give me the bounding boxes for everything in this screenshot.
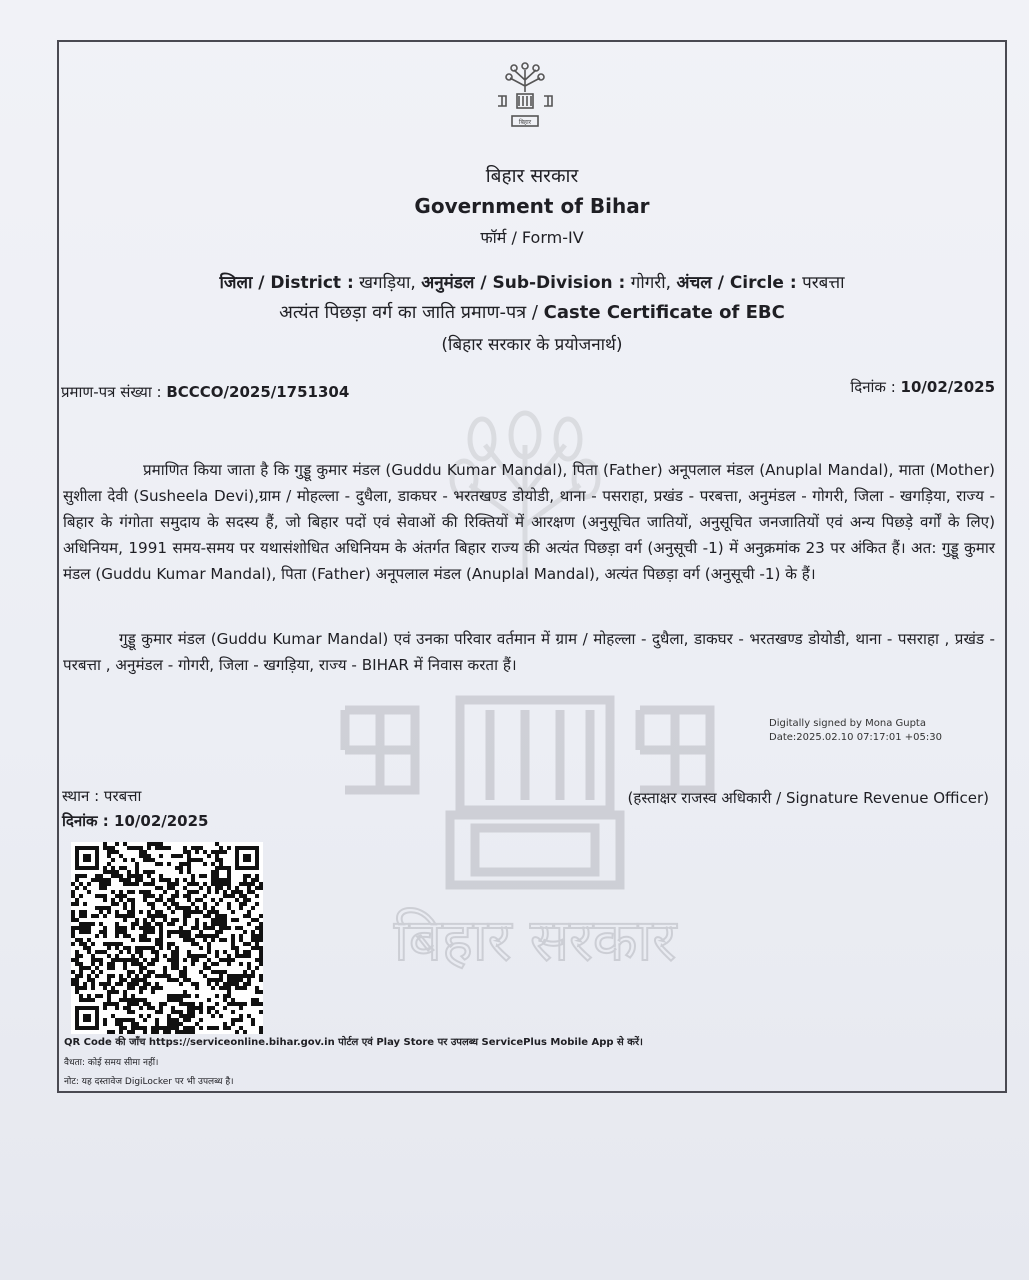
certificate-type-hindi: अत्यंत पिछड़ा वर्ग का जाति प्रमाण-पत्र /	[279, 302, 538, 323]
title-english: Government of Bihar	[414, 194, 650, 218]
bihar-emblem-icon	[490, 58, 560, 134]
certificate-body-paragraph-2: गुड्डू कुमार मंडल (Guddu Kumar Mandal) एवं उनका परिवार वर्तमान में ग्राम / मोहल्ला - दुधैला, डाकघर - भरतखण्ड डोयोडी, थाना - पसराहा , प्रखंड - परबत्ता , अनुमंडल - गोगरी, जिला - खगड़िया, राज्य - BIHAR में निवास करता हैं।	[63, 630, 995, 674]
place: स्थान : परबत्ता	[62, 787, 142, 805]
watermark-text: बिहार सरकार	[393, 906, 677, 974]
certificate-type	[57, 300, 1007, 324]
district-label: जिला / District :	[219, 273, 354, 293]
certificate-body-paragraph-1: प्रमाणित किया जाता है कि गुड्डू कुमार मंडल (Guddu Kumar Mandal), पिता (Father) अनूपलाल मंडल (Anuplal Mandal), माता (Mother) सुशीला देवी (Susheela Devi),ग्राम / मोहल्ला - दुधैला, डाकघर - भरतखण्ड डोयोडी, थाना - पसराहा, प्रखंड - परबत्ता, अनुमंडल - गोगरी, जिला - खगड़िया, राज्य - बिहार के गंगोता समुदाय के सदस्य हैं, जो बिहार पदों एवं सेवाओं की रिक्तियों में आरक्षण (अनुसूचित जातियों, अनुसूचित जनजातियों एवं अन्य पिछड़े वर्गों के लिए) अधिनियम, 1991 समय-समय पर यथासंशोधित अधिनियम के अंतर्गत बिहार राज्य की अत्यंत पिछड़ा वर्ग (अनुसूची -1) में अनुक्रमांक 23 पर अंकित हैं। अत: गुड्डू कुमार मंडल (Guddu Kumar Mandal), पिता (Father) अनूपलाल मंडल (Anuplal Mandal), अत्यंत पिछड़ा वर्ग (अनुसूची -1) के हैं।	[63, 461, 995, 583]
signature-officer-text: (हस्ताक्षर राजस्व अधिकारी / Signature Revenue Officer)	[627, 789, 989, 807]
watermark-emblem-icon	[340, 690, 730, 990]
location-line	[57, 270, 1007, 293]
digital-signature-signer: Digitally signed by Mona Gupta	[769, 718, 926, 729]
circle-label: अंचल / Circle :	[676, 273, 797, 293]
validity-note: वैधता: कोई समय सीमा नहीं।	[64, 1058, 159, 1068]
certificate-number	[61, 382, 349, 402]
qr-code-icon	[71, 842, 263, 1034]
footer-date: दिनांक : 10/02/2025	[62, 812, 209, 830]
certificate-type-english: Caste Certificate of EBC	[543, 302, 785, 323]
qr-verification-note: QR Code की जाँच https://serviceonline.bihar.gov.in पोर्टल एवं Play Store पर उपलब्ध ServicePlus Mobile App से करें।	[64, 1037, 643, 1048]
digilocker-note: नोट: यह दस्तावेज DigiLocker पर भी उपलब्ध है।	[64, 1077, 234, 1087]
subdivision-value: गोगरी,	[630, 273, 672, 293]
subdivision-label: अनुमंडल / Sub-Division :	[421, 273, 626, 293]
issue-date-value: 10/02/2025	[900, 378, 995, 396]
form-label: फॉर्म / Form-IV	[480, 228, 584, 247]
title-hindi: बिहार सरकार	[485, 165, 579, 187]
signature-officer	[628, 788, 989, 808]
certificate-purpose: (बिहार सरकार के प्रयोजनार्थ)	[441, 335, 623, 355]
svg-text:बिहार: बिहार	[518, 119, 532, 126]
digital-signature	[769, 717, 942, 745]
certificate-number-value: BCCCO/2025/1751304	[166, 383, 350, 401]
district-value: खगड़िया,	[359, 273, 416, 293]
issue-date-label: दिनांक :	[850, 378, 896, 396]
issue-date	[850, 377, 995, 397]
certificate-number-label: प्रमाण-पत्र संख्या :	[61, 383, 162, 401]
digital-signature-date: Date:2025.02.10 07:17:01 +05:30	[769, 732, 942, 743]
circle-value: परबत्ता	[802, 273, 845, 293]
